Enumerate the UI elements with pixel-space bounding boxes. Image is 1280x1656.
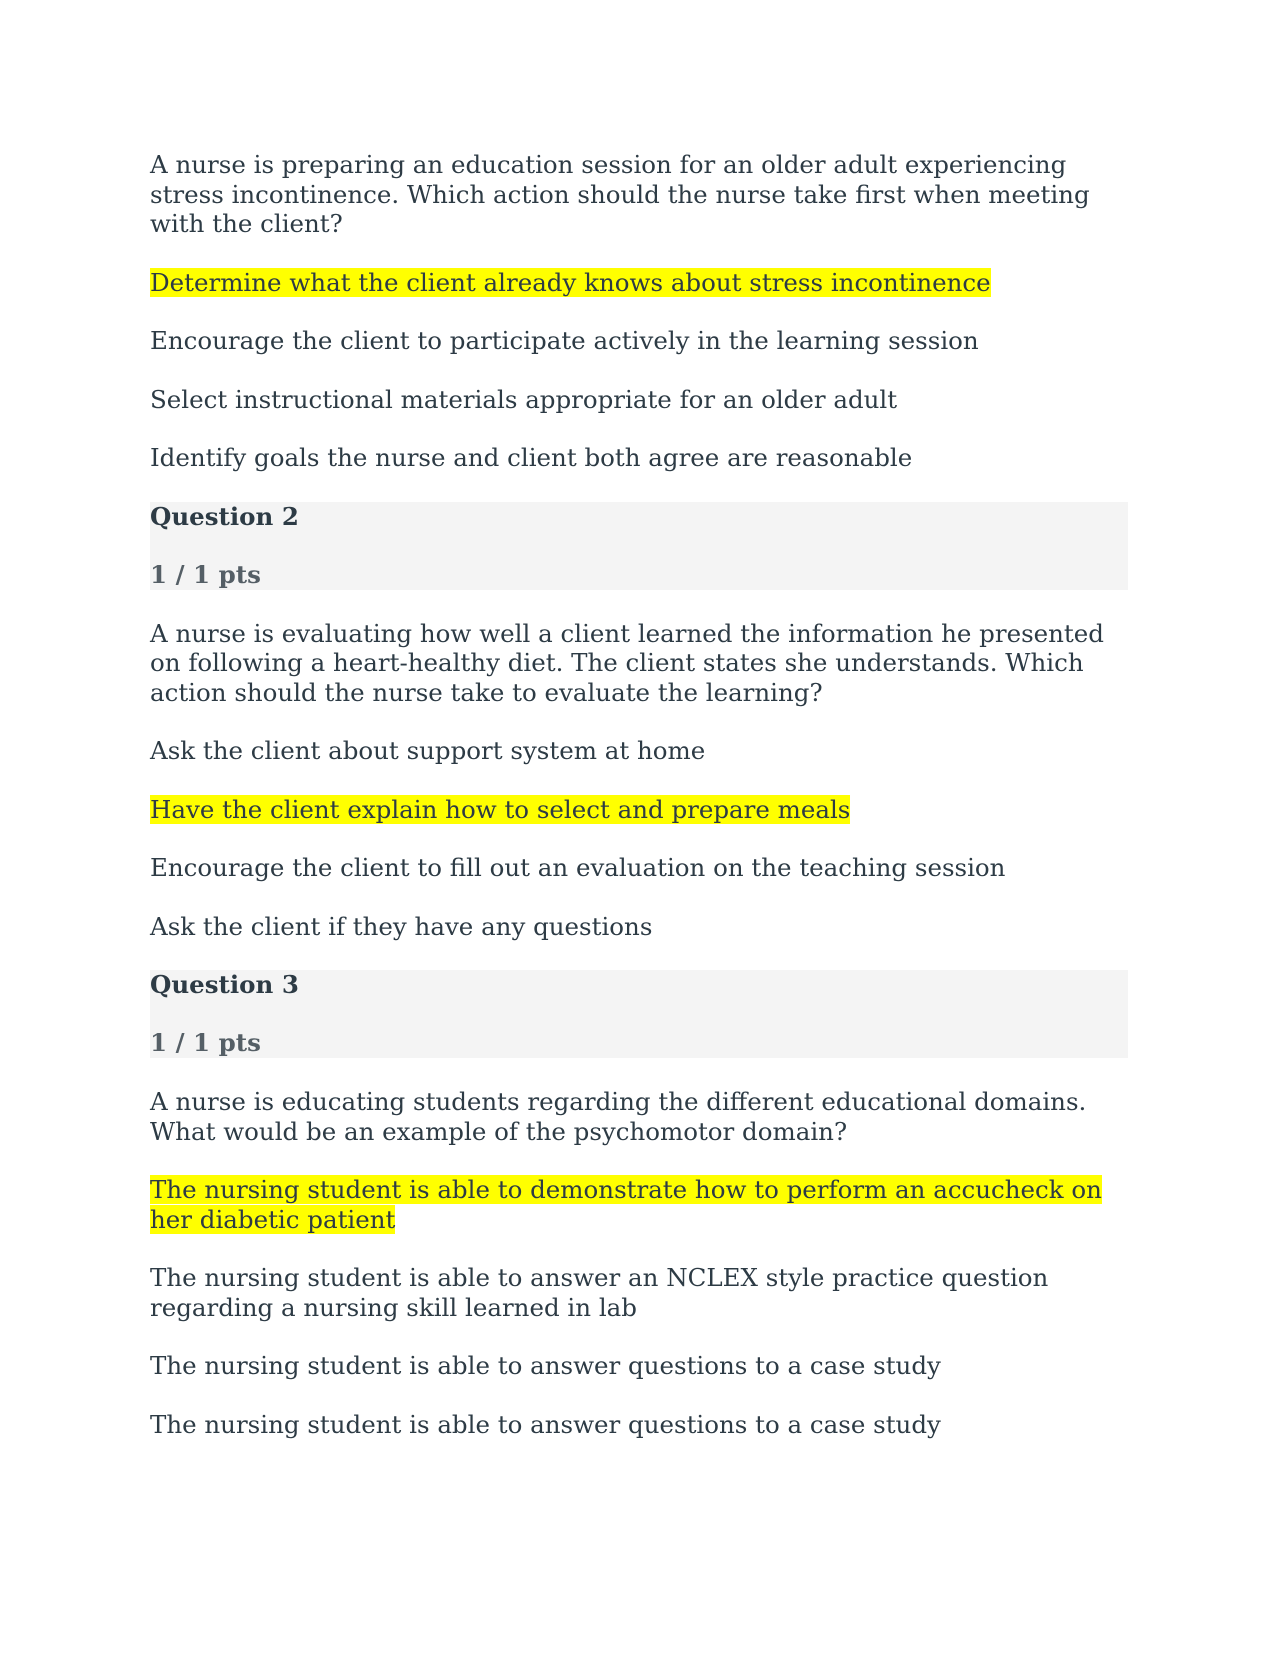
question-1-answer-4: Identify goals the nurse and client both agree are reasonable	[150, 443, 913, 472]
highlighted-answer: Determine what the client already knows about stress incontinence	[150, 267, 991, 297]
question-2-answer-1: Ask the client about support system at home	[150, 736, 706, 765]
question-3-header	[150, 970, 1128, 1058]
question-3-answer-3: The nursing student is able to answer questions to a case study	[150, 1351, 941, 1380]
question-1-answer-2: Encourage the client to participate actively in the learning session	[150, 326, 979, 355]
highlighted-answer: The nursing student is able to demonstrate how to perform an accucheck on her diabetic patient	[150, 1175, 1102, 1234]
question-2-prompt: A nurse is evaluating how well a client learned the information he presented on following a heart-healthy diet. The client states she understands. Which action should the nurse take to evaluate the learning?	[150, 618, 1104, 707]
question-3-prompt: A nurse is educating students regarding the different educational domains. What would be an example of the psychomotor domain?	[150, 1087, 1087, 1146]
question-3-points: 1 / 1 pts	[150, 1028, 261, 1057]
question-2-answer-2	[150, 795, 1128, 825]
question-2-answer-3: Encourage the client to fill out an evaluation on the teaching session	[150, 853, 1006, 882]
question-1-prompt: A nurse is preparing an education session for an older adult experiencing stress incontinence. Which action should the nurse take first when meeting with the client?	[150, 150, 1090, 238]
question-1-answer-3: Select instructional materials appropriate for an older adult	[150, 384, 898, 414]
question-2-title: Question 2	[150, 501, 299, 531]
question-3-title: Question 3	[150, 970, 299, 999]
document-page	[150, 150, 1128, 1468]
highlighted-answer: Have the client explain how to select and prepare meals	[150, 794, 851, 824]
question-2-points: 1 / 1 pts	[150, 559, 261, 589]
question-3-answer-1	[150, 1175, 1128, 1234]
question-3-answer-4: The nursing student is able to answer questions to a case study	[150, 1409, 941, 1439]
question-2-header	[150, 502, 1128, 590]
question-3-answer-2: The nursing student is able to answer an NCLEX style practice question regarding a nursing skill learned in lab	[150, 1263, 1049, 1322]
question-1-answer-1	[150, 268, 1128, 298]
question-2-answer-4: Ask the client if they have any questions	[150, 911, 653, 941]
